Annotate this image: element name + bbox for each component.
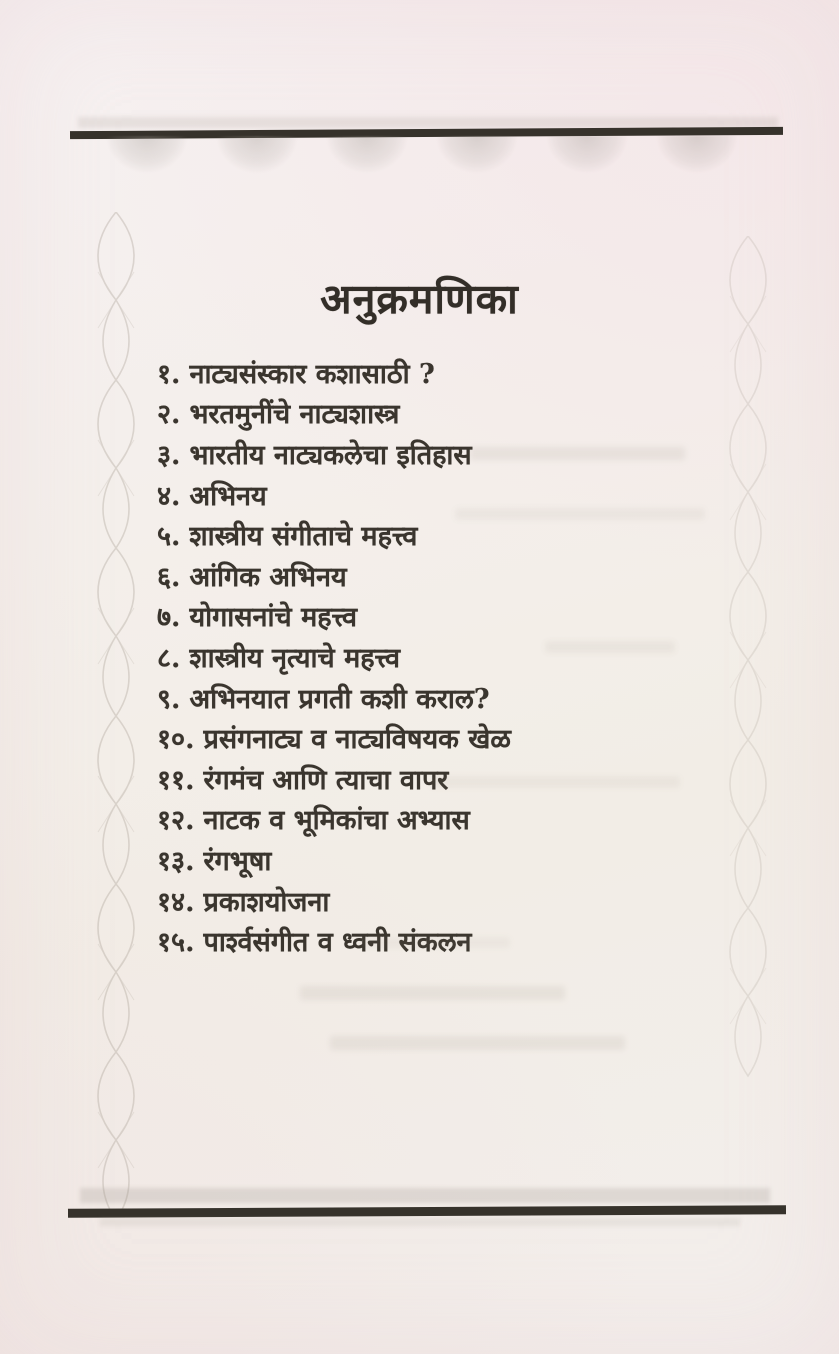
toc-entry xyxy=(157,514,717,555)
toc-entry xyxy=(157,596,717,637)
toc-entry-label: प्रसंगनाट्य व नाट्यविषयक खेळ xyxy=(203,724,511,756)
toc-entry-number: १२. xyxy=(157,805,195,837)
showthrough-mark xyxy=(430,776,680,788)
toc-entry-number: २. xyxy=(157,399,181,431)
toc-entry xyxy=(157,839,717,880)
toc-entry xyxy=(157,352,717,393)
page-title: अनुक्रमणिका xyxy=(320,275,519,323)
toc-entry-label: रंगमंच आणि त्याचा वापर xyxy=(203,764,449,796)
toc-entry-number: १४. xyxy=(157,886,195,918)
toc-entry-number: ११. xyxy=(157,764,195,796)
toc-entry-number: ८. xyxy=(157,642,181,674)
scallop-ornament xyxy=(92,136,752,188)
toc-entry-label: शास्त्रीय संगीताचे महत्त्व xyxy=(189,521,418,553)
showthrough-mark xyxy=(470,447,685,460)
toc-entry-number: १०. xyxy=(157,724,195,756)
toc-entry-label: अभिनयात प्रगती कशी कराल? xyxy=(189,683,490,715)
toc-entry-number: ३. xyxy=(157,439,181,471)
toc-entry-label: अभिनय xyxy=(189,480,267,512)
toc-entry-number: ७. xyxy=(157,602,181,634)
showthrough-mark xyxy=(455,508,705,520)
toc-entry-label: भरतमुनींचे नाट्यशास्त्र xyxy=(189,399,400,431)
toc-entry-number: ४. xyxy=(157,480,181,512)
showthrough-mark xyxy=(330,1036,625,1050)
showthrough-mark xyxy=(360,937,510,948)
toc-entry-number: ९. xyxy=(157,683,181,715)
toc-entry-label: रंगभूषा xyxy=(203,845,272,877)
toc-entry-label: योगासनांचे महत्त्व xyxy=(189,602,357,634)
toc-entry-number: १. xyxy=(157,358,181,390)
watermark-chain-left xyxy=(70,212,162,1212)
bottom-rule-smudge xyxy=(80,1188,770,1203)
toc-entry-label: पार्श्वसंगीत व ध्वनी संकलन xyxy=(203,927,472,959)
toc-entry-number: १५. xyxy=(157,927,195,959)
top-rule-smudge xyxy=(78,117,778,128)
toc-entry xyxy=(157,393,717,434)
toc-entry-label: नाटक व भूमिकांचा अभ्यास xyxy=(203,805,470,837)
showthrough-mark xyxy=(545,641,675,653)
toc-entry-label: नाट्यसंस्कार कशासाठी ? xyxy=(189,358,435,390)
toc-entry xyxy=(157,677,717,718)
showthrough-mark xyxy=(300,986,565,1000)
toc-entry-label: शास्त्रीय नृत्याचे महत्त्व xyxy=(189,642,400,674)
toc-entry-number: ५. xyxy=(157,521,181,553)
bottom-rule xyxy=(68,1205,786,1218)
toc-entry xyxy=(157,717,717,758)
toc-entry xyxy=(157,555,717,596)
toc-entry-label: प्रकाशयोजना xyxy=(203,886,330,918)
toc-entry-label: भारतीय नाट्यकलेचा इतिहास xyxy=(189,439,472,471)
toc-entry xyxy=(157,799,717,840)
toc-entry xyxy=(157,880,717,921)
toc-entry-label: आंगिक अभिनय xyxy=(189,561,347,593)
bottom-rule-smudge-lower xyxy=(100,1218,740,1226)
toc-entry-number: १३. xyxy=(157,845,195,877)
toc-list xyxy=(157,352,717,961)
toc-entry-number: ६. xyxy=(157,561,181,593)
